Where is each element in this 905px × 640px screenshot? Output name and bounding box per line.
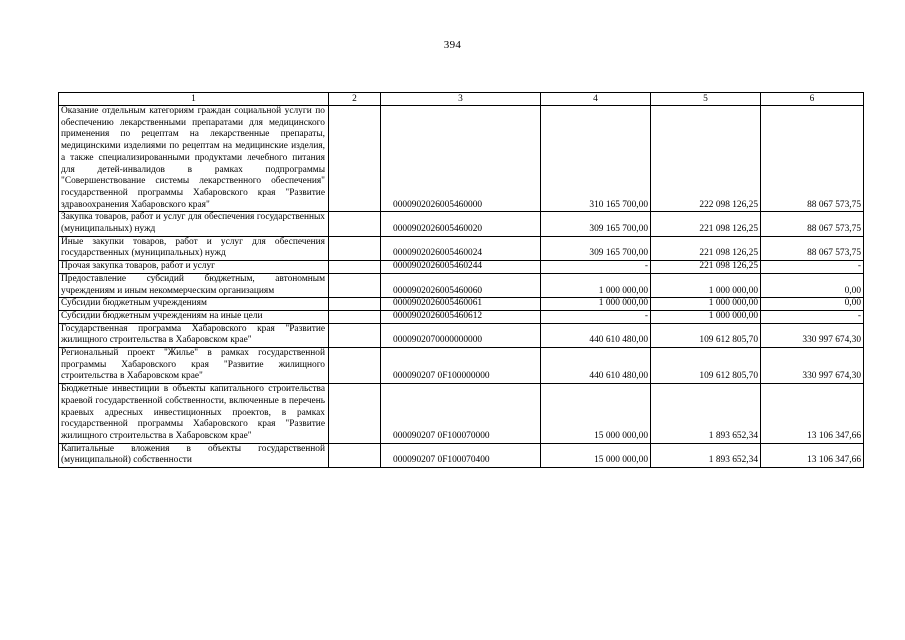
column-header: 3 <box>381 93 541 106</box>
column-header: 2 <box>329 93 381 106</box>
table-row <box>59 273 864 297</box>
table-row <box>59 212 864 236</box>
row-value-col4: 15 000 000,00 <box>541 384 651 444</box>
row-value-col4: 440 610 480,00 <box>541 323 651 347</box>
row-value-col6: - <box>761 310 864 323</box>
table-row <box>59 443 864 467</box>
row-value-col5: 221 098 126,25 <box>651 236 761 260</box>
table-row <box>59 384 864 444</box>
table-row <box>59 261 864 274</box>
row-col2 <box>329 106 381 212</box>
row-col2 <box>329 236 381 260</box>
column-header-row <box>59 93 864 106</box>
row-value-col6: 0,00 <box>761 273 864 297</box>
row-name: Бюджетные инвестиции в объекты капитального строительства краевой государственной собственности, включенные в перечень краевых адресных инвестиционных проектов, в рамках государственной программы Хабаровского края "Развитие жилищного строительства в Хабаровском крае" <box>59 384 329 444</box>
row-value-col4: 309 165 700,00 <box>541 212 651 236</box>
row-name: Государственная программа Хабаровского края "Развитие жилищного строительства в Хабаровском крае" <box>59 323 329 347</box>
row-value-col4: 1 000 000,00 <box>541 298 651 311</box>
row-col2 <box>329 273 381 297</box>
row-name: Оказание отдельным категориям граждан социальной услуги по обеспечению лекарственными препаратами для медицинского применения по рецептам на лекарственные препараты, медицинскими изделиями по рецептам на медицинские изделия, а также специализированными продуктами лечебного питания для детей-инвалидов в рамках подпрограммы "Совершенствование системы лекарственного обеспечения" государственной программы Хабаровского края "Развитие здравоохранения Хабаровского края" <box>59 106 329 212</box>
row-value-col5: 222 098 126,25 <box>651 106 761 212</box>
row-col2 <box>329 384 381 444</box>
row-value-col5: 1 000 000,00 <box>651 273 761 297</box>
row-col2 <box>329 348 381 384</box>
row-value-col6: 88 067 573,75 <box>761 236 864 260</box>
row-code: 0000902026005460000 <box>381 106 541 212</box>
row-code: 000090207 0F100070400 <box>381 443 541 467</box>
table-row <box>59 310 864 323</box>
row-value-col6: - <box>761 261 864 274</box>
row-col2 <box>329 212 381 236</box>
row-value-col5: 1 893 652,34 <box>651 443 761 467</box>
row-code: 0000902026005460612 <box>381 310 541 323</box>
row-value-col4: - <box>541 310 651 323</box>
row-name: Субсидии бюджетным учреждениям <box>59 298 329 311</box>
row-code: 000090207 0F100070000 <box>381 384 541 444</box>
row-col2 <box>329 298 381 311</box>
row-name: Субсидии бюджетным учреждениям на иные цели <box>59 310 329 323</box>
row-value-col6: 88 067 573,75 <box>761 212 864 236</box>
table-row <box>59 236 864 260</box>
row-value-col6: 0,00 <box>761 298 864 311</box>
row-value-col6: 330 997 674,30 <box>761 323 864 347</box>
row-value-col4: - <box>541 261 651 274</box>
row-value-col4: 1 000 000,00 <box>541 273 651 297</box>
budget-table <box>58 92 864 468</box>
row-value-col5: 221 098 126,25 <box>651 212 761 236</box>
row-code: 0000902026005460244 <box>381 261 541 274</box>
row-code: 0000902026005460061 <box>381 298 541 311</box>
row-col2 <box>329 310 381 323</box>
row-col2 <box>329 323 381 347</box>
row-name: Региональный проект "Жилье" в рамках государственной программы Хабаровского края "Развитие жилищного строительства в Хабаровском крае" <box>59 348 329 384</box>
row-code: 0000902026005460020 <box>381 212 541 236</box>
page-number: 394 <box>443 39 462 51</box>
table-row <box>59 348 864 384</box>
row-name: Прочая закупка товаров, работ и услуг <box>59 261 329 274</box>
row-code: 0000902070000000000 <box>381 323 541 347</box>
row-value-col5: 221 098 126,25 <box>651 261 761 274</box>
column-header: 4 <box>541 93 651 106</box>
row-code: 0000902026005460060 <box>381 273 541 297</box>
row-value-col5: 109 612 805,70 <box>651 348 761 384</box>
row-name: Закупка товаров, работ и услуг для обеспечения государственных (муниципальных) нужд <box>59 212 329 236</box>
row-col2 <box>329 443 381 467</box>
row-value-col4: 309 165 700,00 <box>541 236 651 260</box>
table-body <box>59 93 864 468</box>
row-value-col4: 15 000 000,00 <box>541 443 651 467</box>
row-value-col6: 13 106 347,66 <box>761 443 864 467</box>
column-header: 1 <box>59 93 329 106</box>
row-value-col5: 109 612 805,70 <box>651 323 761 347</box>
row-col2 <box>329 261 381 274</box>
row-name: Иные закупки товаров, работ и услуг для обеспечения государственных (муниципальных) нужд <box>59 236 329 260</box>
row-value-col6: 88 067 573,75 <box>761 106 864 212</box>
row-value-col5: 1 000 000,00 <box>651 310 761 323</box>
row-value-col6: 330 997 674,30 <box>761 348 864 384</box>
row-code: 0000902026005460024 <box>381 236 541 260</box>
column-header: 5 <box>651 93 761 106</box>
row-value-col4: 310 165 700,00 <box>541 106 651 212</box>
row-name: Предоставление субсидий бюджетным, автономным учреждениям и иным некоммерческим организациям <box>59 273 329 297</box>
row-name: Капитальные вложения в объекты государственной (муниципальной) собственности <box>59 443 329 467</box>
table-row <box>59 323 864 347</box>
row-value-col4: 440 610 480,00 <box>541 348 651 384</box>
row-code: 000090207 0F100000000 <box>381 348 541 384</box>
row-value-col5: 1 893 652,34 <box>651 384 761 444</box>
table-row <box>59 106 864 212</box>
row-value-col5: 1 000 000,00 <box>651 298 761 311</box>
column-header: 6 <box>761 93 864 106</box>
table-row <box>59 298 864 311</box>
row-value-col6: 13 106 347,66 <box>761 384 864 444</box>
